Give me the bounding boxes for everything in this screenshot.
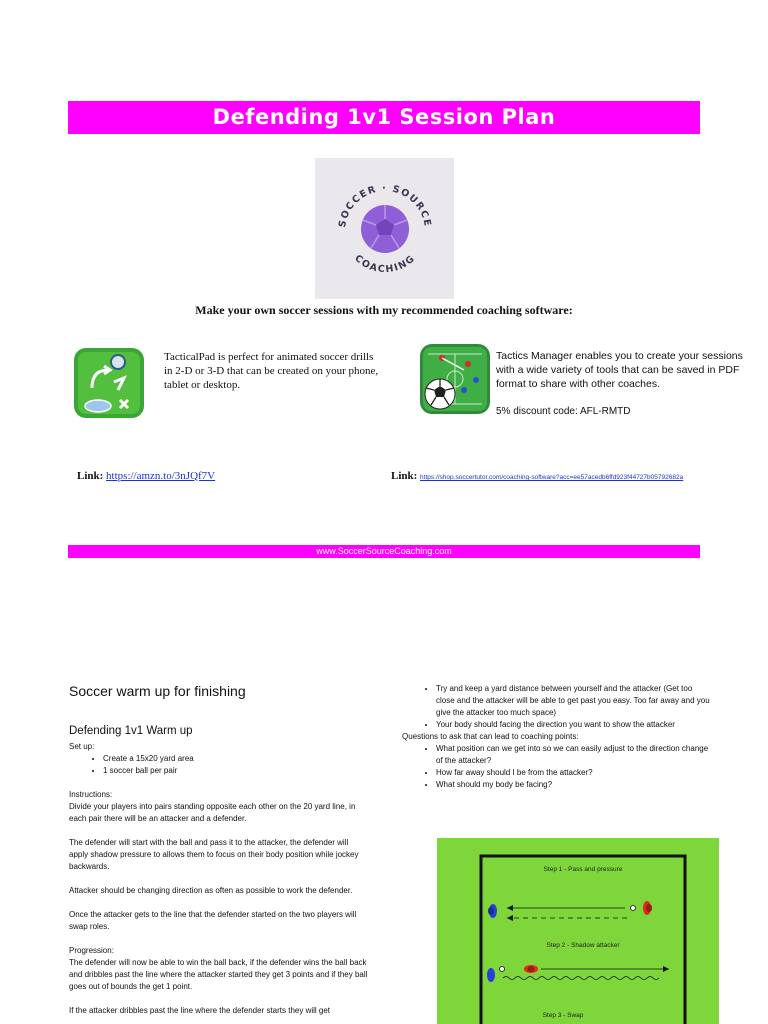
step3-label: Step 3 - Swap — [542, 1012, 584, 1019]
progression-label: Progression: — [69, 946, 114, 955]
questions-list — [402, 743, 712, 791]
setup-list — [69, 753, 369, 777]
instructions-label: Instructions: — [69, 790, 113, 799]
list-item: • What position can we get into so we can easily adjust to the direction change of the attacker? — [436, 743, 712, 767]
questions-label: Questions to ask that can lead to coaching points: — [402, 732, 579, 741]
link-label: Link: — [77, 470, 104, 482]
paragraph: Attacker should be changing direction as often as possible to work the defender. — [69, 886, 353, 895]
discount-code: 5% discount code: AFL-RMTD — [496, 406, 631, 417]
website-banner[interactable]: www.SoccerSourceCoaching.com — [68, 545, 700, 558]
instructions-text: Divide your players into pairs standing opposite each other on the 20 yard line, in each pair there will be an attacker and a defender. — [69, 802, 356, 823]
tactics-manager-link[interactable]: https://shop.soccertutor.com/coaching-software?acc=ee57acedb6ffd923f44727b05792682a — [420, 474, 684, 481]
svg-text:COACHING — [352, 253, 417, 275]
paragraph: Once the attacker gets to the line that the defender started on the two players will swap roles. — [69, 910, 357, 931]
page-title: Defending 1v1 Session Plan — [68, 101, 700, 134]
logo-bottom-text: COACHING — [352, 252, 418, 276]
list-item: • Try and keep a yard distance between yourself and the attacker (Get too close and the attacker will be able to get past you easy. Too far away and you give the attacker too much space) — [436, 683, 712, 719]
paragraph: If the attacker dribbles past the line where the defender starts they will get — [69, 1006, 331, 1015]
step2-label: Step 2 - Shadow attacker — [546, 942, 620, 949]
logo-top-text: SOCCER · SOURCE — [337, 182, 433, 229]
soccer-source-coaching-logo — [315, 158, 454, 299]
list-item: • Your body should facing the direction you want to show the attacker — [436, 719, 712, 731]
tactics-manager-link-row — [391, 470, 683, 482]
link-label: Link: — [391, 470, 418, 482]
list-item: • 1 soccer ball per pair — [103, 765, 369, 777]
list-item: • How far away should I be from the attacker? — [436, 767, 712, 779]
software-intro: Make your own soccer sessions with my recommended coaching software: — [195, 303, 573, 317]
paragraph: The defender will start with the ball and pass it to the attacker, the defender will apply shadow pressure to allows them to focus on their body position while jockey backwards. — [69, 838, 359, 871]
step1-label: Step 1 - Pass and pressure — [543, 866, 623, 873]
tactics-manager-description: Tactics Manager enables you to create your sessions with a wide variety of tools that can be saved in PDF format to share with other coaches. — [496, 350, 743, 390]
ball-icon — [500, 967, 505, 972]
tacticalpad-link-row — [77, 470, 215, 482]
list-item: • What should my body be facing? — [436, 779, 712, 791]
tacticalpad-app-icon[interactable] — [74, 348, 144, 418]
right-column — [402, 683, 712, 791]
drill-diagram — [437, 838, 719, 1024]
list-item: • Create a 15x20 yard area — [103, 753, 369, 765]
tacticalpad-link[interactable]: https://amzn.to/3nJQf7V — [106, 470, 216, 482]
defender-player-icon — [524, 965, 538, 973]
tacticalpad-description: TacticalPad is perfect for animated soccer drills in 2-D or 3-D that can be created on your phone, tablet or desktop. — [164, 351, 379, 391]
setup-label: Set up: — [69, 742, 95, 751]
progression-text: The defender will now be able to win the ball back, if the defender wins the ball back and dribbles past the line where the attacker started they get 3 points and if they ball goes out of bounds the get 1 point. — [69, 958, 368, 991]
left-column — [69, 741, 369, 1017]
section-heading: Soccer warm up for finishing — [69, 683, 246, 699]
tactics-manager-app-icon[interactable] — [420, 344, 490, 414]
attacker-player-icon — [487, 968, 495, 982]
tips-list — [402, 683, 712, 731]
section-subheading: Defending 1v1 Warm up — [69, 725, 193, 737]
ball-icon — [631, 906, 636, 911]
